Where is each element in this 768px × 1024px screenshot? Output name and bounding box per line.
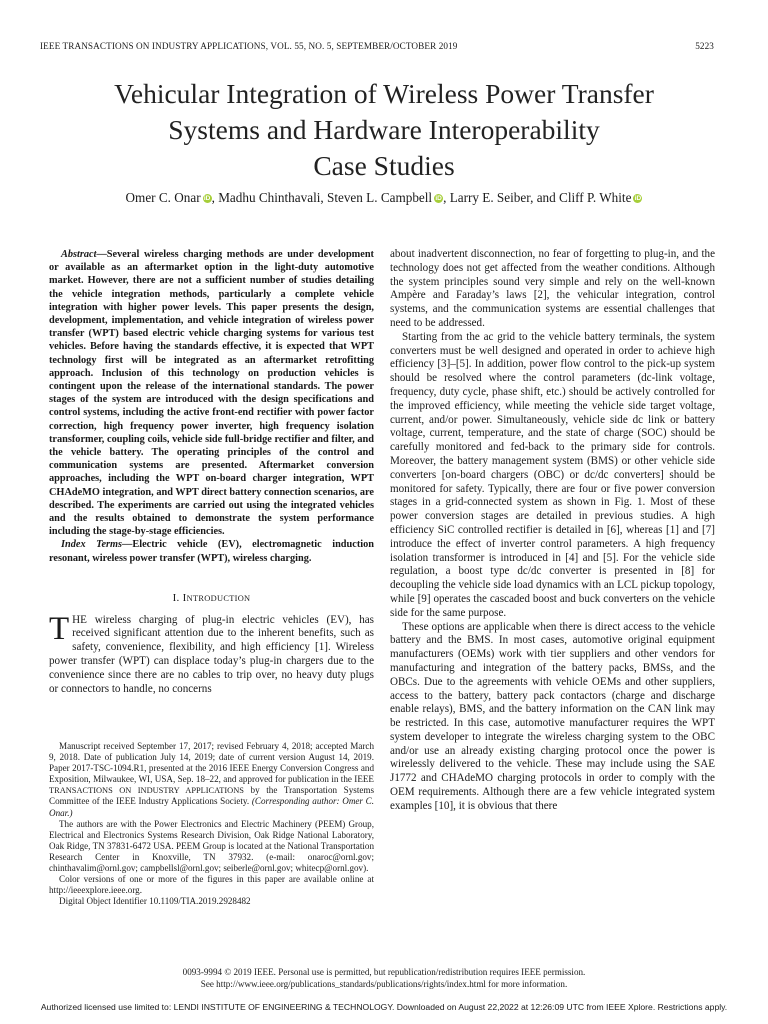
index-terms-dash: —	[122, 539, 133, 551]
footnote-doi: Digital Object Identifier 10.1109/TIA.2019.2928482	[59, 896, 251, 907]
copyright-line-1: 0093-9994 © 2019 IEEE. Personal use is permitted, but republication/redistribution requires IEEE permission.	[182, 967, 586, 977]
orcid-icon[interactable]: iD	[435, 195, 442, 202]
index-terms-text: Electric vehicle (EV), electromagnetic induction resonant, wireless power transfer (WPT), wireless charging.	[49, 539, 374, 564]
corresponding-author: (Corresponding author: Omer C. Onar.)	[49, 796, 374, 818]
left-column	[49, 248, 374, 696]
copyright-line-2: See http://www.ieee.org/publications_standards/publications/rights/index.html for more information.	[200, 978, 568, 989]
section-cap: I	[182, 591, 187, 604]
authors-4-5: , Larry E. Seiber, and Cliff P. White	[443, 190, 632, 205]
paper-title	[40, 76, 728, 184]
license-bar: Authorized licensed use limited to: LENDI INSTITUTE OF ENGINEERING & TECHNOLOGY. Downloaded on August 22,2022 at 12:26:09 UTC from IEEE Xplore. Restrictions apply.	[40, 1002, 728, 1012]
copyright-notice	[40, 967, 728, 990]
author-list	[40, 190, 728, 206]
abstract-label: Abstract	[61, 249, 97, 260]
orcid-icon[interactable]: iD	[634, 195, 642, 202]
drop-cap: T	[49, 610, 70, 647]
section-heading-introduction	[49, 592, 374, 606]
footnote-journal: TRANSACTIONS ON INDUSTRY APPLICATIONS	[49, 786, 244, 796]
right-paragraph-2: Starting from the ac grid to the vehicle battery terminals, the system converters must be well designed and operated in order to achieve high efficiency [3]–[5]. In addition, power flow control to the pick-up system should be resolved where the control parameters (dc-link voltage, frequency, duty cycle, phase shift, etc.) should be actively controlled for the improved efficiency, while meeting the vehicle side target voltage, current, and/or power. Simultaneously, vehicle side dc link or battery voltage, current, temperature, and the state of charge (SOC) should be carefully monitored and fed-back to the primary side for controls. Moreover, the battery management system (BMS) or other vehicle side converters [on-board chargers (OBC) or dc/dc converters] should be monitored for safety. Typically, there are four or five power conversion stages in a grid-connected system as shown in Fig. 1. Most of these power conversion stages are detailed in previous studies. A high efficiency SiC controlled rectifier is detailed in [6], whereas [1] and [7] introduce the effect of inverter control parameters. A high frequency isolation transformer is introduced in [4] and [5]. For the vehicle side regulation, a boost type dc/dc converter is presented in [8] for decoupling the vehicle side load dynamics with an LCL pickup topology, while [9] operates the cascaded boost and buck converters on the vehicle side for the same purpose.	[390, 330, 715, 619]
journal-name: IEEE TRANSACTIONS ON INDUSTRY APPLICATIONS, VOL. 55, NO. 5, SEPTEMBER/OCTOBER 2019	[40, 41, 458, 51]
title-line-1: Vehicular Integration of Wireless Power Transfer	[114, 78, 654, 109]
footnote-manuscript	[49, 741, 374, 819]
index-terms-label: Index Terms	[61, 539, 123, 551]
right-paragraph-1: about inadvertent disconnection, no fear of forgetting to plug-in, and the technology does not get affected from the weather conditions. Although the system principles sound very simple and rely on the well-known Ampère and Faraday’s laws [2], the vehicular integration, control systems, and the communication systems are essential challenges that need to be addressed.	[390, 248, 715, 329]
orcid-icon[interactable]: iD	[203, 195, 211, 202]
running-head	[40, 41, 714, 51]
intro-text: HE wireless charging of plug-in electric vehicles (EV), has received significant attention due to the inherent benefits, such as safety, convenience, flexibility, and high efficiency [1]. Wireless power transfer (WPT) can displace today’s plug-in chargers due to the convenience since there are no cables to trip over, no heavy duty plugs or connectors to handle, no concerns	[49, 613, 374, 695]
abstract-text: Several wireless charging methods are under development or available as an aftermarket option in the light-duty automotive market. However, there are not a sufficient number of studies detailing the vehicle integration methods, particularly a complete vehicle integration with higher power levels. This paper presents the design, development, implementation, and vehicle integration of wireless power transfer (WPT) based electric vehicle charging systems for various test vehicles. Before having the standards effective, it is expected that WPT technology first will be integrated as an aftermarket retrofitting approach. Inclusion of this technology on production vehicles is contingent upon the release of the international standards. The power stages of the system are introduced with the design specifications and control systems, including the active front-end rectifier with power factor correction, high frequency power inverter, high frequency isolation transformer, coupling coils, vehicle side full-bridge rectifier and filter, and the vehicle battery. The operating principles of the control and communication systems are presented. Aftermarket conversion approaches, including the WPT on-board charger integration, WPT CHAdeMO integration, and WPT direct battery connection scenarios, are described. The experiments are carried out using the integrated vehicles and the results obtained to demonstrate the system performance including the stage-by-stage efficiencies.	[49, 249, 374, 538]
section-smallcaps: NTRODUCTION	[186, 593, 251, 603]
title-line-2: Systems and Hardware Interoperability	[168, 114, 600, 145]
author-1: Omer C. Onar	[125, 190, 201, 205]
authors-2-3: , Madhu Chinthavali, Steven L. Campbell	[211, 190, 433, 205]
abstract-dash: —	[96, 249, 107, 260]
footnote-color: Color versions of one or more of the figures in this paper are available online at http://ieeexplore.ieee.org.	[49, 874, 374, 896]
title-line-3: Case Studies	[313, 150, 455, 181]
footnotes	[49, 741, 374, 907]
right-column	[390, 248, 715, 814]
footnote-manuscript-text: Manuscript received September 17, 2017; revised February 4, 2018; accepted March 9, 2018. Date of publication July 14, 2019; date of current version August 14, 2019. Paper 2017-TSC-1094.R1, presented at the 2016 IEEE Energy Conversion Congress and Exposition, Milwaukee, WI, USA, Sep. 18–22, and approved for publication in the IEEE	[49, 741, 374, 785]
page-number: 5223	[695, 41, 714, 51]
footnote-manuscript-tail: by the Transportation Systems Committee of the IEEE Industry Applications Society.	[49, 785, 374, 807]
abstract	[49, 248, 374, 538]
section-numeral: I.	[172, 591, 183, 604]
footnote-affiliation: The authors are with the Power Electronics and Electric Machinery (PEEM) Group, Electrical and Electronics Systems Research Division, Oak Ridge National Laboratory, Oak Ridge, TN 37831-6472 USA. PEEM Group is located at the National Transportation Research Center in Knoxville, TN 37932. (e-mail: onaroc@ornl.gov; chinthavalim@ornl.gov; campbellsl@ornl.gov; seiberle@ornl.gov; whitecp@ornl.gov).	[49, 818, 374, 874]
index-terms	[49, 538, 374, 564]
right-paragraph-3: These options are applicable when there is direct access to the vehicle battery and the BMS. In most cases, automotive original equipment manufacturers (OEMs) work with tier suppliers and other vendors for manufacturing and integration of the battery packs, BMSs, and the OBCs. Due to the agreements with vehicle OEMs and other suppliers, access to the battery, battery pack contactors (charge and discharge enable relays), BMS, and the battery information on the CAN link may be restricted. In this case, automotive manufacturer requires the WPT system developer to integrate the wireless charging system to the OBC and/or use an already existing charging protocol once the power is wirelessly delivered to the vehicle. These may include using the SAE J1772 and CHAdeMO charging protocols in order to comply with the OEM requirements. Although there are a few vehicle integrated system examples [10], it is obvious that there	[390, 620, 715, 812]
intro-paragraph-1	[49, 610, 374, 697]
